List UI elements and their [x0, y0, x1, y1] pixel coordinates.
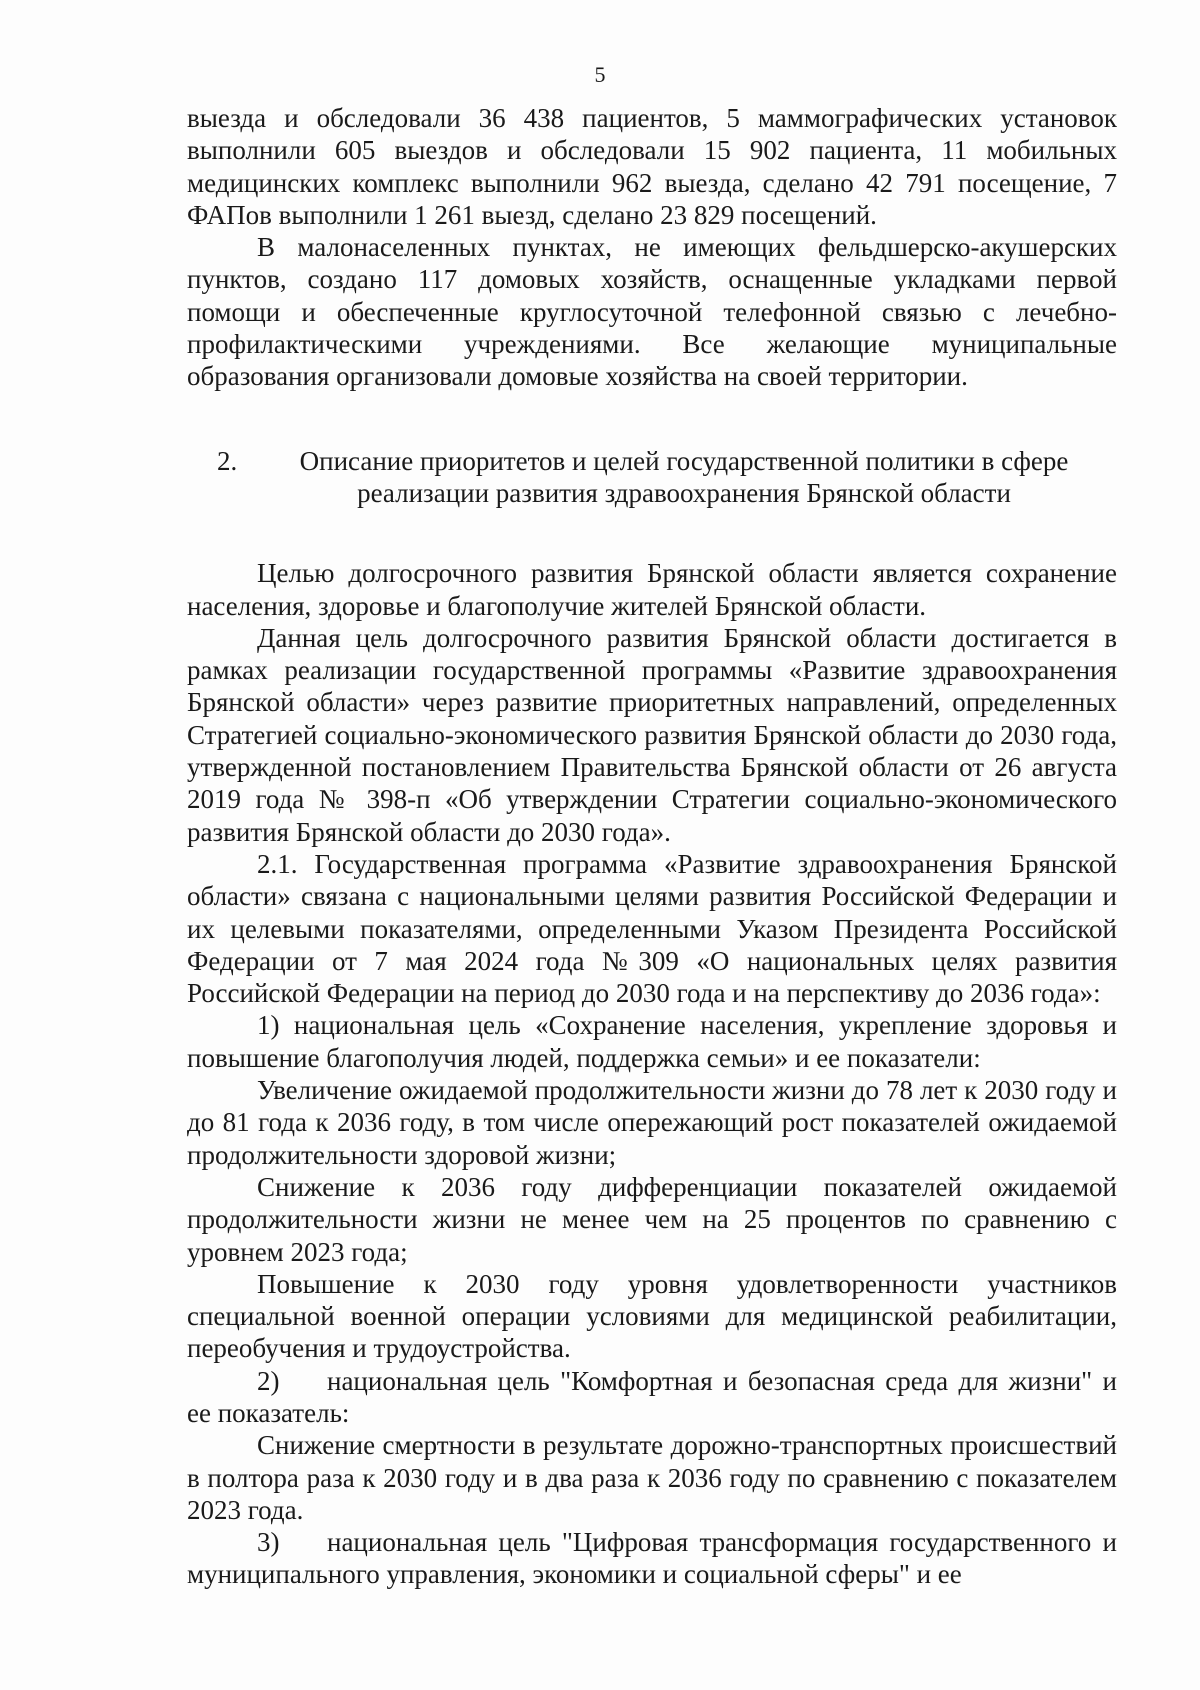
- paragraph-goal-achievement: Данная цель долгосрочного развития Брянской области достигается в рамках реализации государственной программы «Развитие здравоохранения Брянской области» через развитие приоритетных направлений, определенных Стратегией социально-экономического развития Брянской области до 2030 года, утвержденной постановлением Правительства Брянской области от 26 августа 2019 года № 398-п «Об утверждении Стратегии социально-экономического развития Брянской области до 2030 года».: [187, 622, 1117, 847]
- paragraph-svo-satisfaction: Повышение к 2030 году уровня удовлетворенности участников специальной военной операции условиями для медицинской реабилитации, переобучения и трудоустройства.: [187, 1268, 1117, 1364]
- page-number: 5: [594, 62, 606, 87]
- paragraph-household-units: В малонаселенных пунктах, не имеющих фельдшерско-акушерских пунктов, создано 117 домовых хозяйств, оснащенные укладками первой помощи и обеспеченные круглосуточной телефонной связью с лечебно-профилактическими учреждениями. Все желающие муниципальные образования организовали домовые хозяйства на своей территории.: [187, 232, 1117, 392]
- paragraph-long-term-goal: Целью долгосрочного развития Брянской области является сохранение населения, здоровье и благополучие жителей Брянской области.: [187, 558, 1117, 621]
- paragraph-road-mortality: Снижение смертности в результате дорожно-транспортных происшествий в полтора раза к 2030 году и в два раза к 2036 году по сравнению с показателем 2023 года.: [187, 1430, 1117, 1525]
- document-body: [187, 102, 1117, 1591]
- paragraph-differentiation: Снижение к 2036 году дифференциации показателей ожидаемой продолжительности жизни не менее чем на 25 процентов по сравнению с уровнем 2023 года;: [187, 1171, 1117, 1267]
- section-title: [281, 445, 1117, 510]
- paragraph-national-goal-1: 1) национальная цель «Сохранение населения, укрепление здоровья и повышение благополучия людей, поддержка семьи» и ее показатели:: [187, 1010, 1117, 1073]
- section-title-line-1: Описание приоритетов и целей государственной политики в сфере: [299, 445, 1069, 476]
- list-item-national-goal-3: [187, 1526, 1117, 1591]
- paragraph-continuation: выезда и обследовали 36 438 пациентов, 5 маммографических установок выполнили 605 выездов и обследовали 15 902 пациента, 11 мобильных медицинских комплекс выполнили 962 выезда, сделано 42 791 посещение, 7 ФАПов выполнили 1 261 выезд, сделано 23 829 посещений.: [187, 103, 1117, 230]
- list-text: национальная цель "Комфортная и безопасная среда для жизни" и ее показатель:: [187, 1365, 1117, 1428]
- paragraph-program-link: 2.1. Государственная программа «Развитие здравоохранения Брянской области» связана с национальными целями развития Российской Федерации и их целевыми показателями, определенными Указом Президента Российской Федерации от 7 мая 2024 года №309 «О национальных целях развития Российской Федерации на период до 2030 года и на перспективу до 2036 года»:: [187, 848, 1117, 1009]
- list-number: 2): [257, 1365, 280, 1396]
- section-title-line-2: реализации развития здравоохранения Брянской области: [357, 477, 1011, 508]
- list-text: национальная цель "Цифровая трансформация государственного и муниципального управления, экономики и социальной сферы" и ее: [187, 1527, 1117, 1590]
- section-number: 2.: [217, 445, 238, 476]
- list-item-national-goal-2: [187, 1365, 1117, 1430]
- list-number: 3): [257, 1527, 280, 1558]
- section-heading: [187, 445, 1117, 510]
- paragraph-life-expectancy: Увеличение ожидаемой продолжительности жизни до 78 лет к 2030 году и до 81 года к 2036 году, в том числе опережающий рост показателей ожидаемой продолжительности здоровой жизни;: [187, 1075, 1117, 1170]
